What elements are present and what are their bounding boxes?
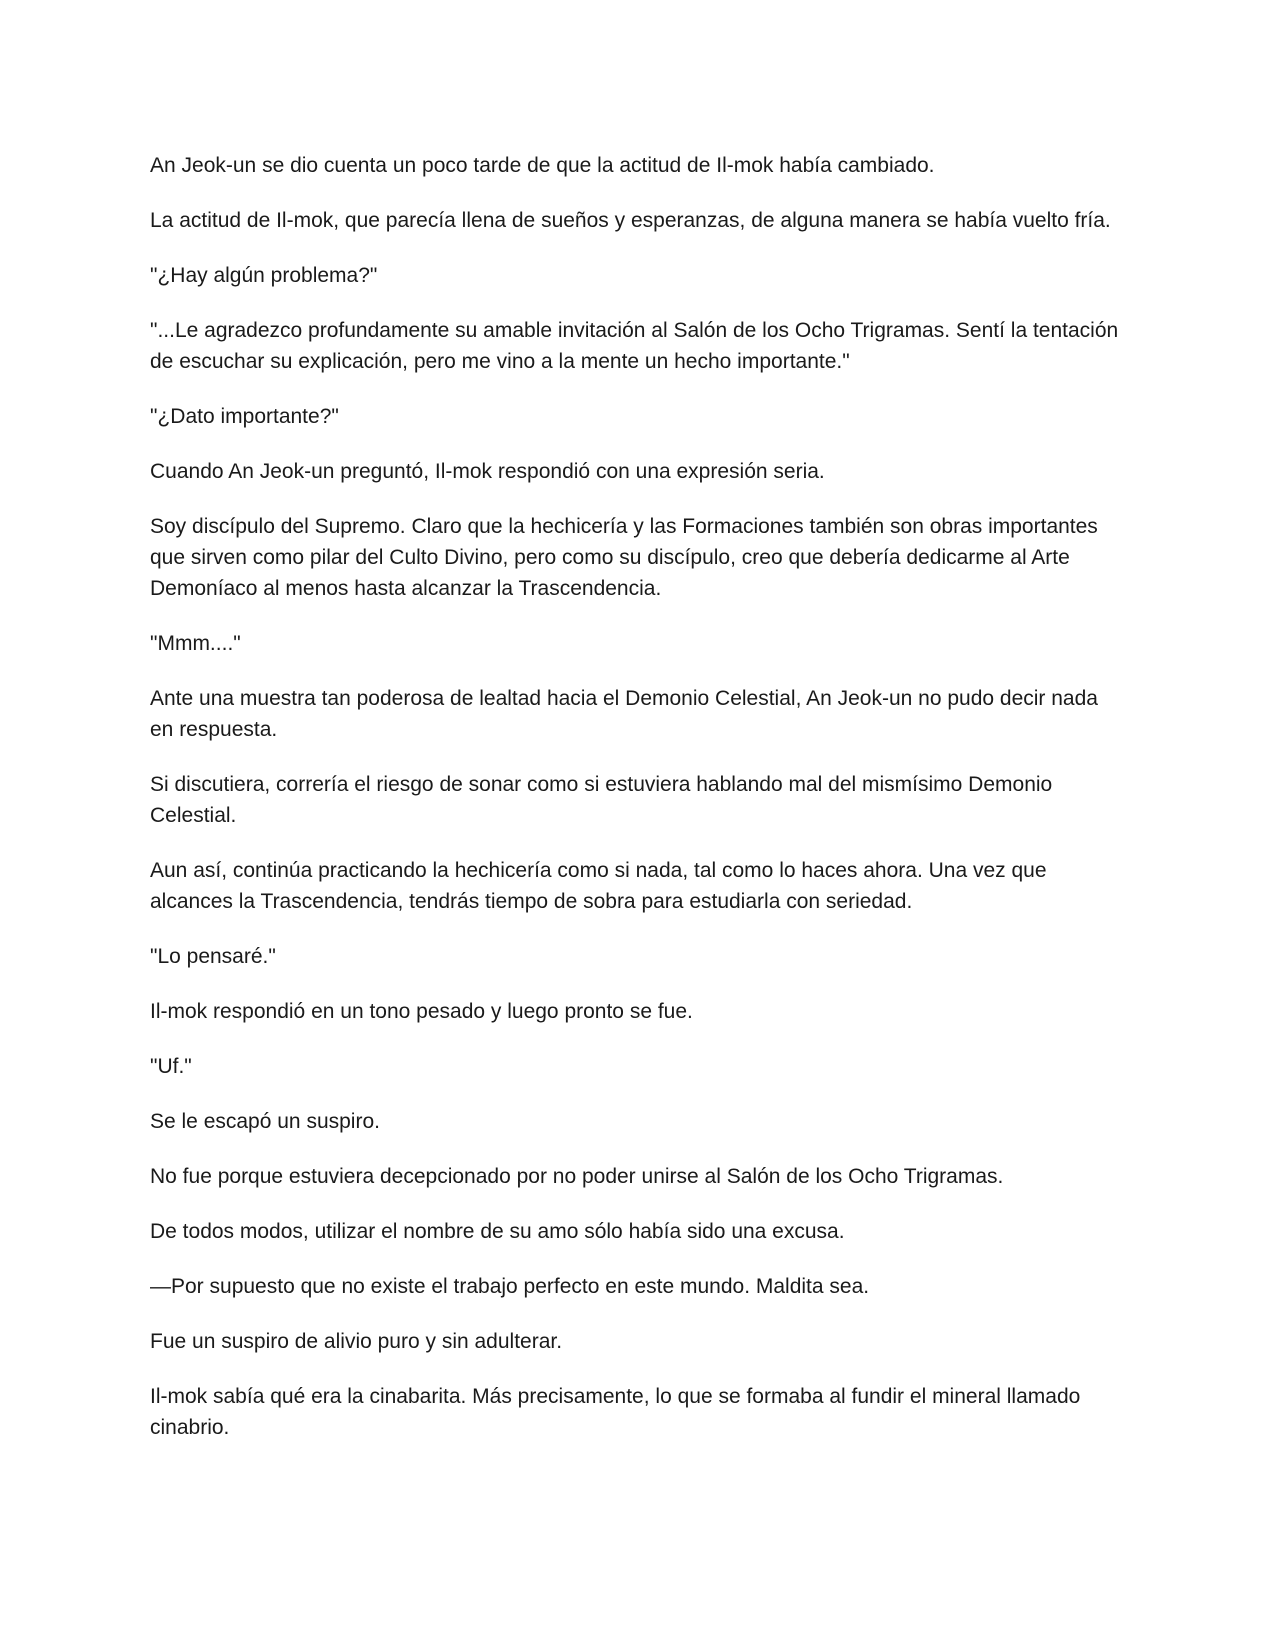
paragraph: "...Le agradezco profundamente su amable invitación al Salón de los Ocho Trigramas. Sentí la tentación de escuchar su explicación, pero me vino a la mente un hecho importante." xyxy=(150,319,1119,373)
paragraph: Cuando An Jeok-un preguntó, Il-mok respondió con una expresión seria. xyxy=(150,460,825,483)
paragraph: "Mmm...." xyxy=(150,632,241,655)
paragraph: —Por supuesto que no existe el trabajo perfecto en este mundo. Maldita sea. xyxy=(150,1275,870,1298)
paragraph: No fue porque estuviera decepcionado por no poder unirse al Salón de los Ocho Trigramas. xyxy=(150,1165,1004,1188)
paragraph: Il-mok respondió en un tono pesado y luego pronto se fue. xyxy=(150,1000,693,1023)
paragraph: Si discutiera, correría el riesgo de sonar como si estuviera hablando mal del mismísimo Demonio Celestial. xyxy=(150,773,1053,827)
paragraph: "Lo pensaré." xyxy=(150,945,276,968)
paragraph: Se le escapó un suspiro. xyxy=(150,1110,380,1133)
paragraph: "¿Dato importante?" xyxy=(150,405,339,428)
paragraph: Ante una muestra tan poderosa de lealtad hacia el Demonio Celestial, An Jeok-un no pudo decir nada en respuesta. xyxy=(150,687,1098,741)
paragraph: Soy discípulo del Supremo. Claro que la hechicería y las Formaciones también son obras importantes que sirven como pilar del Culto Divino, pero como su discípulo, creo que debería dedicarme al Arte Demoníaco al menos hasta alcanzar la Trascendencia. xyxy=(150,515,1098,600)
paragraph: "Uf." xyxy=(150,1055,192,1078)
paragraph: Il-mok sabía qué era la cinabarita. Más precisamente, lo que se formaba al fundir el mineral llamado cinabrio. xyxy=(150,1385,1081,1439)
document-body xyxy=(150,150,1125,1467)
paragraph: "¿Hay algún problema?" xyxy=(150,264,378,287)
paragraph: La actitud de Il-mok, que parecía llena de sueños y esperanzas, de alguna manera se había vuelto fría. xyxy=(150,209,1111,232)
paragraph: Fue un suspiro de alivio puro y sin adulterar. xyxy=(150,1330,563,1353)
paragraph: An Jeok-un se dio cuenta un poco tarde de que la actitud de Il-mok había cambiado. xyxy=(150,154,935,177)
paragraph: De todos modos, utilizar el nombre de su amo sólo había sido una excusa. xyxy=(150,1220,845,1243)
paragraph: Aun así, continúa practicando la hechicería como si nada, tal como lo haces ahora. Una vez que alcances la Trascendencia, tendrás tiempo de sobra para estudiarla con seriedad. xyxy=(150,859,1047,913)
